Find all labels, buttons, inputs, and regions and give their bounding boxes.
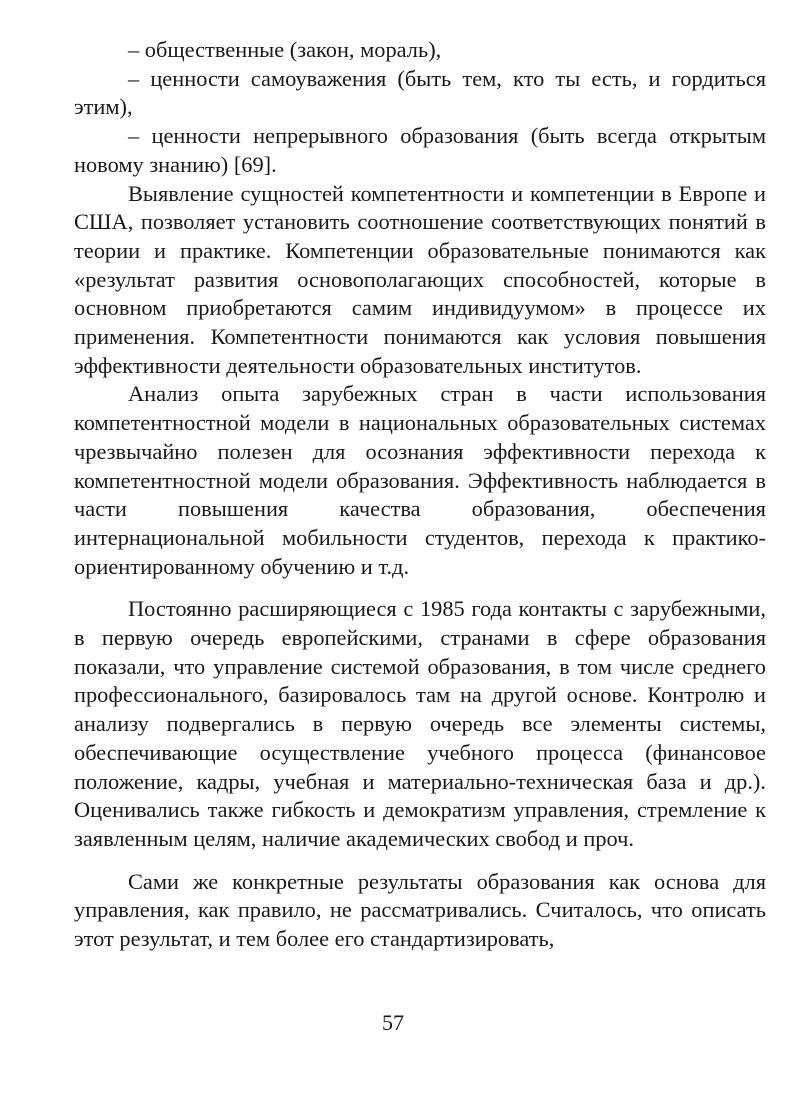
- paragraph-foreign-experience: Анализ опыта зарубежных стран в части использования компетентностной модели в национальных образовательных системах чрезвычайно полезен для осознания эффективности перехода к компетентностной модели образования. Эффективность наблюдается в части повышения качества образования, обеспечения интернациональной мобильности студентов, перехода к практико-ориентированному обучению и т.д.: [74, 381, 766, 579]
- paragraph-concrete-results: Сами же конкретные результаты образования как основа для управления, как правило, не рассматривались. Считалось, что описать этот результат, и тем более его стандартизировать,: [74, 868, 766, 952]
- list-item-self-respect-values: – ценности самоуважения (быть тем, кто ты есть, и гордиться этим),: [74, 65, 766, 120]
- list-item-public-values: – общественные (закон, мораль),: [128, 37, 442, 62]
- page-number: 57: [382, 1010, 404, 1035]
- document-page: [74, 36, 766, 954]
- paragraph-contacts-since-1985: Постоянно расширяющиеся с 1985 года контакты с зарубежными, в первую очередь европейскими, странами в сфере образования показали, что управление системой образования, в том числе среднего профессионального, базировалось там на другой основе. Контролю и анализу подвергались в первую очередь все элементы системы, обеспечивающие осуществление учебного процесса (финансовое положение, кадры, учебная и материально-техническая база и др.). Оценивались также гибкость и демократизм управления, стремление к заявленным целям, наличие академических свобод и проч.: [74, 596, 766, 851]
- list-item-lifelong-learning-values: – ценности непрерывного образования (быть всегда открытым новому знанию) [69].: [74, 123, 766, 177]
- paragraph-competence-essence: Выявление сущностей компетентности и компетенции в Европе и США, позволяет установить соотношение соответствующих понятий в теории и практике. Компетенции образовательные понимаются как «результат развития основополагающих способностей, которые в основном приобретаются самим индивидуумом» в процессе их применения. Компетентности понимаются как условия повышения эффективности деятельности образовательных институтов.: [74, 180, 766, 378]
